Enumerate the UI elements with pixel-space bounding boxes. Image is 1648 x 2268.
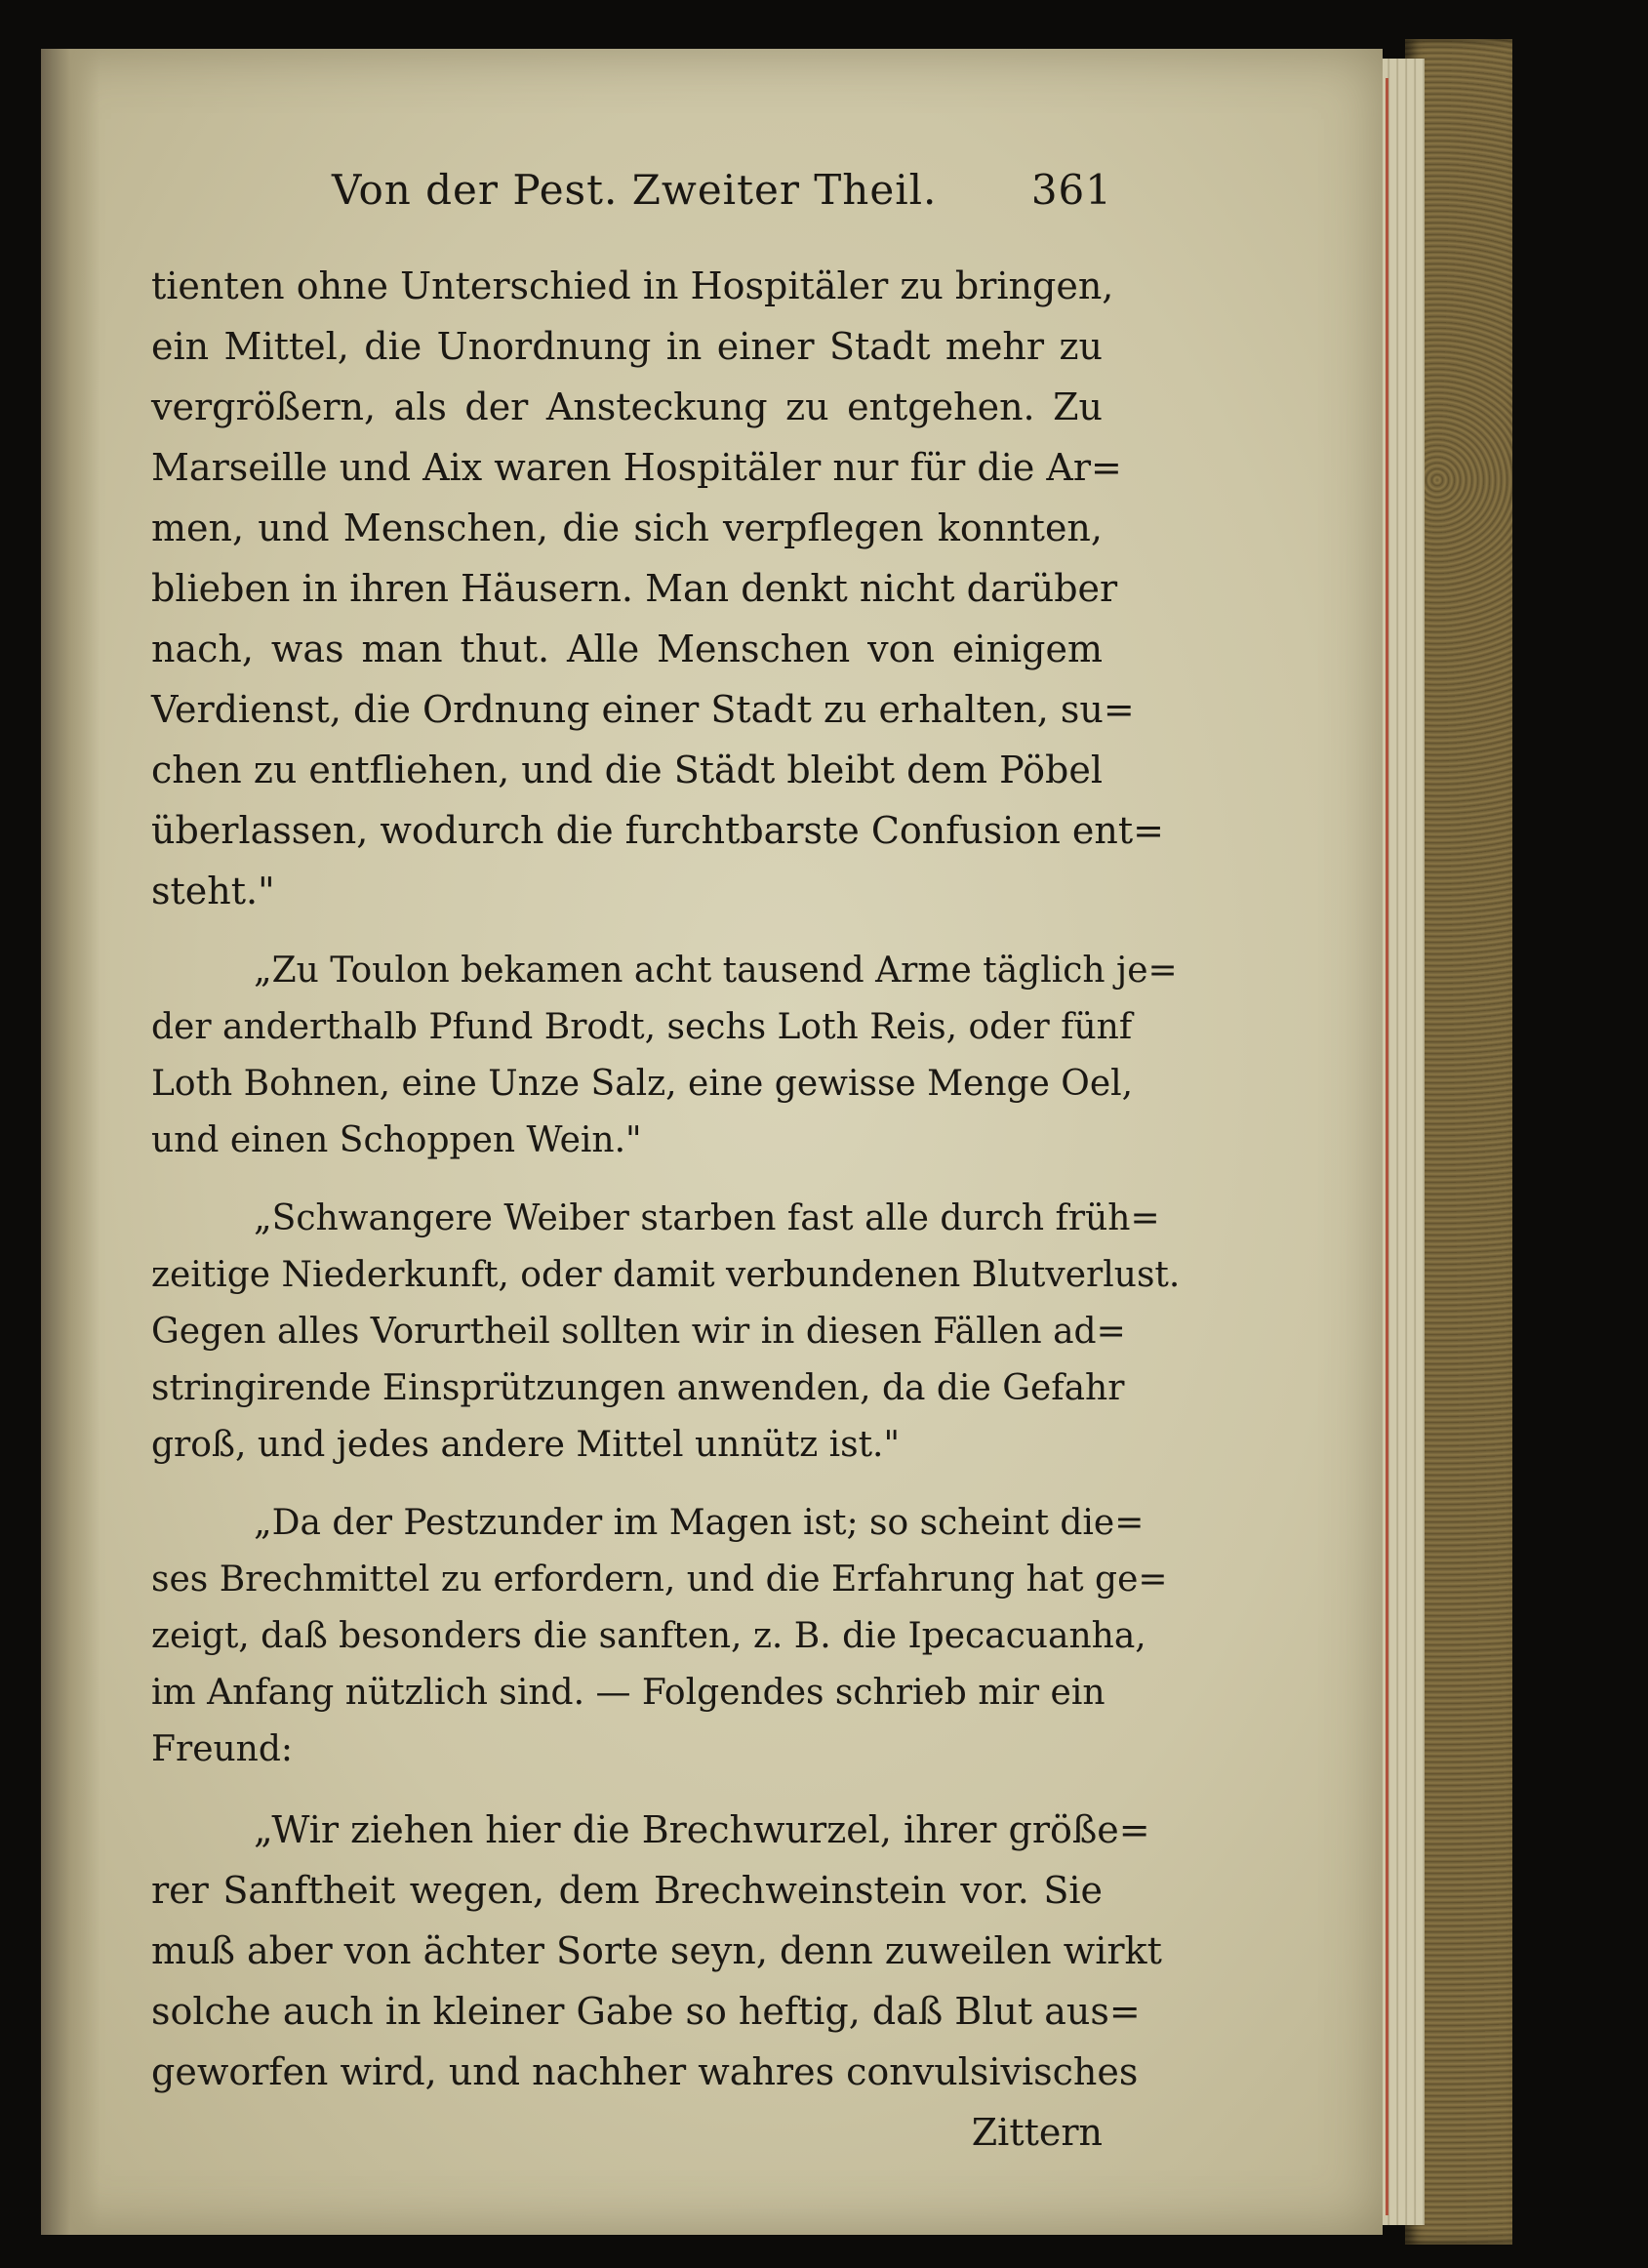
text-line: zeitige Niederkunft, oder damit verbundenen Blutverlust.	[151, 1255, 1181, 1295]
page-number: 361	[1030, 166, 1112, 214]
text-line: im Anfang nützlich sind. — Folgendes schrieb mir ein	[151, 1673, 1105, 1713]
text-line: chen zu entfliehen, und die Städt bleibt dem Pöbel	[151, 749, 1103, 791]
text-line: der anderthalb Pfund Brodt, sechs Loth Reis, oder fünf	[151, 1007, 1133, 1047]
paragraph	[151, 1495, 1168, 1778]
text-line: „Wir ziehen hier die Brechwurzel, ihrer größe=	[254, 1808, 1150, 1851]
text-line: Loth Bohnen, eine Unze Salz, eine gewisse Menge Oel,	[151, 1064, 1134, 1104]
text-line: zeigt, daß besonders die sanften, z. B. die Ipecacuanha,	[151, 1616, 1146, 1656]
text-line: vergrößern, als der Ansteckung zu entgehen. Zu	[151, 385, 1103, 428]
text-line: Freund:	[151, 1729, 294, 1769]
text-line: men, und Menschen, die sich verpflegen konnten,	[151, 506, 1103, 549]
text-line: ses Brechmittel zu erfordern, und die Erfahrung hat ge=	[151, 1559, 1168, 1600]
text-line: Gegen alles Vorurtheil sollten wir in diesen Fällen ad=	[151, 1312, 1126, 1352]
text-line: groß, und jedes andere Mittel unnütz ist."	[151, 1425, 901, 1465]
text-line: Marseille und Aix waren Hospitäler nur für die Ar=	[151, 446, 1122, 489]
body-text	[151, 256, 1181, 2163]
running-title: Von der Pest. Zweiter Theil.	[332, 166, 938, 214]
text-line: ein Mittel, die Unordnung in einer Stadt mehr zu	[151, 325, 1103, 368]
text-line: stringirende Einsprützungen anwenden, da die Gefahr	[151, 1368, 1125, 1408]
text-line: „Schwangere Weiber starben fast alle durch früh=	[254, 1198, 1160, 1238]
text-line: solche auch in kleiner Gabe so heftig, daß Blut aus=	[151, 1990, 1141, 2033]
text-line: tienten ohne Unterschied in Hospitäler zu bringen,	[151, 264, 1114, 307]
text-line: „Zu Toulon bekamen acht tausend Arme täglich je=	[254, 951, 1178, 991]
red-page-edge	[1386, 78, 1388, 2215]
text-line: blieben in ihren Häusern. Man denkt nicht darüber	[151, 567, 1118, 610]
text-line: überlassen, wodurch die furchtbarste Confusion ent=	[151, 809, 1164, 852]
text-line: geworfen wird, und nachher wahres convulsivisches	[151, 2050, 1139, 2093]
paragraph	[151, 1800, 1162, 2102]
page-gutter	[41, 49, 100, 2235]
text-line: rer Sanftheit wegen, dem Brechweinstein vor. Sie	[151, 1869, 1103, 1912]
paragraph	[151, 1191, 1181, 1474]
text-line: steht."	[151, 870, 275, 912]
paragraph	[151, 943, 1178, 1169]
text-line: nach, was man thut. Alle Menschen von einigem	[151, 628, 1103, 670]
catchword: Zittern	[971, 2111, 1103, 2154]
text-line: und einen Schoppen Wein."	[151, 1120, 642, 1160]
text-line: Verdienst, die Ordnung einer Stadt zu erhalten, su=	[151, 688, 1135, 731]
text-line: muß aber von ächter Sorte seyn, denn zuweilen wirkt	[151, 1929, 1162, 1972]
text-line: „Da der Pestzunder im Magen ist; so scheint die=	[254, 1503, 1145, 1543]
paragraph	[151, 256, 1164, 921]
